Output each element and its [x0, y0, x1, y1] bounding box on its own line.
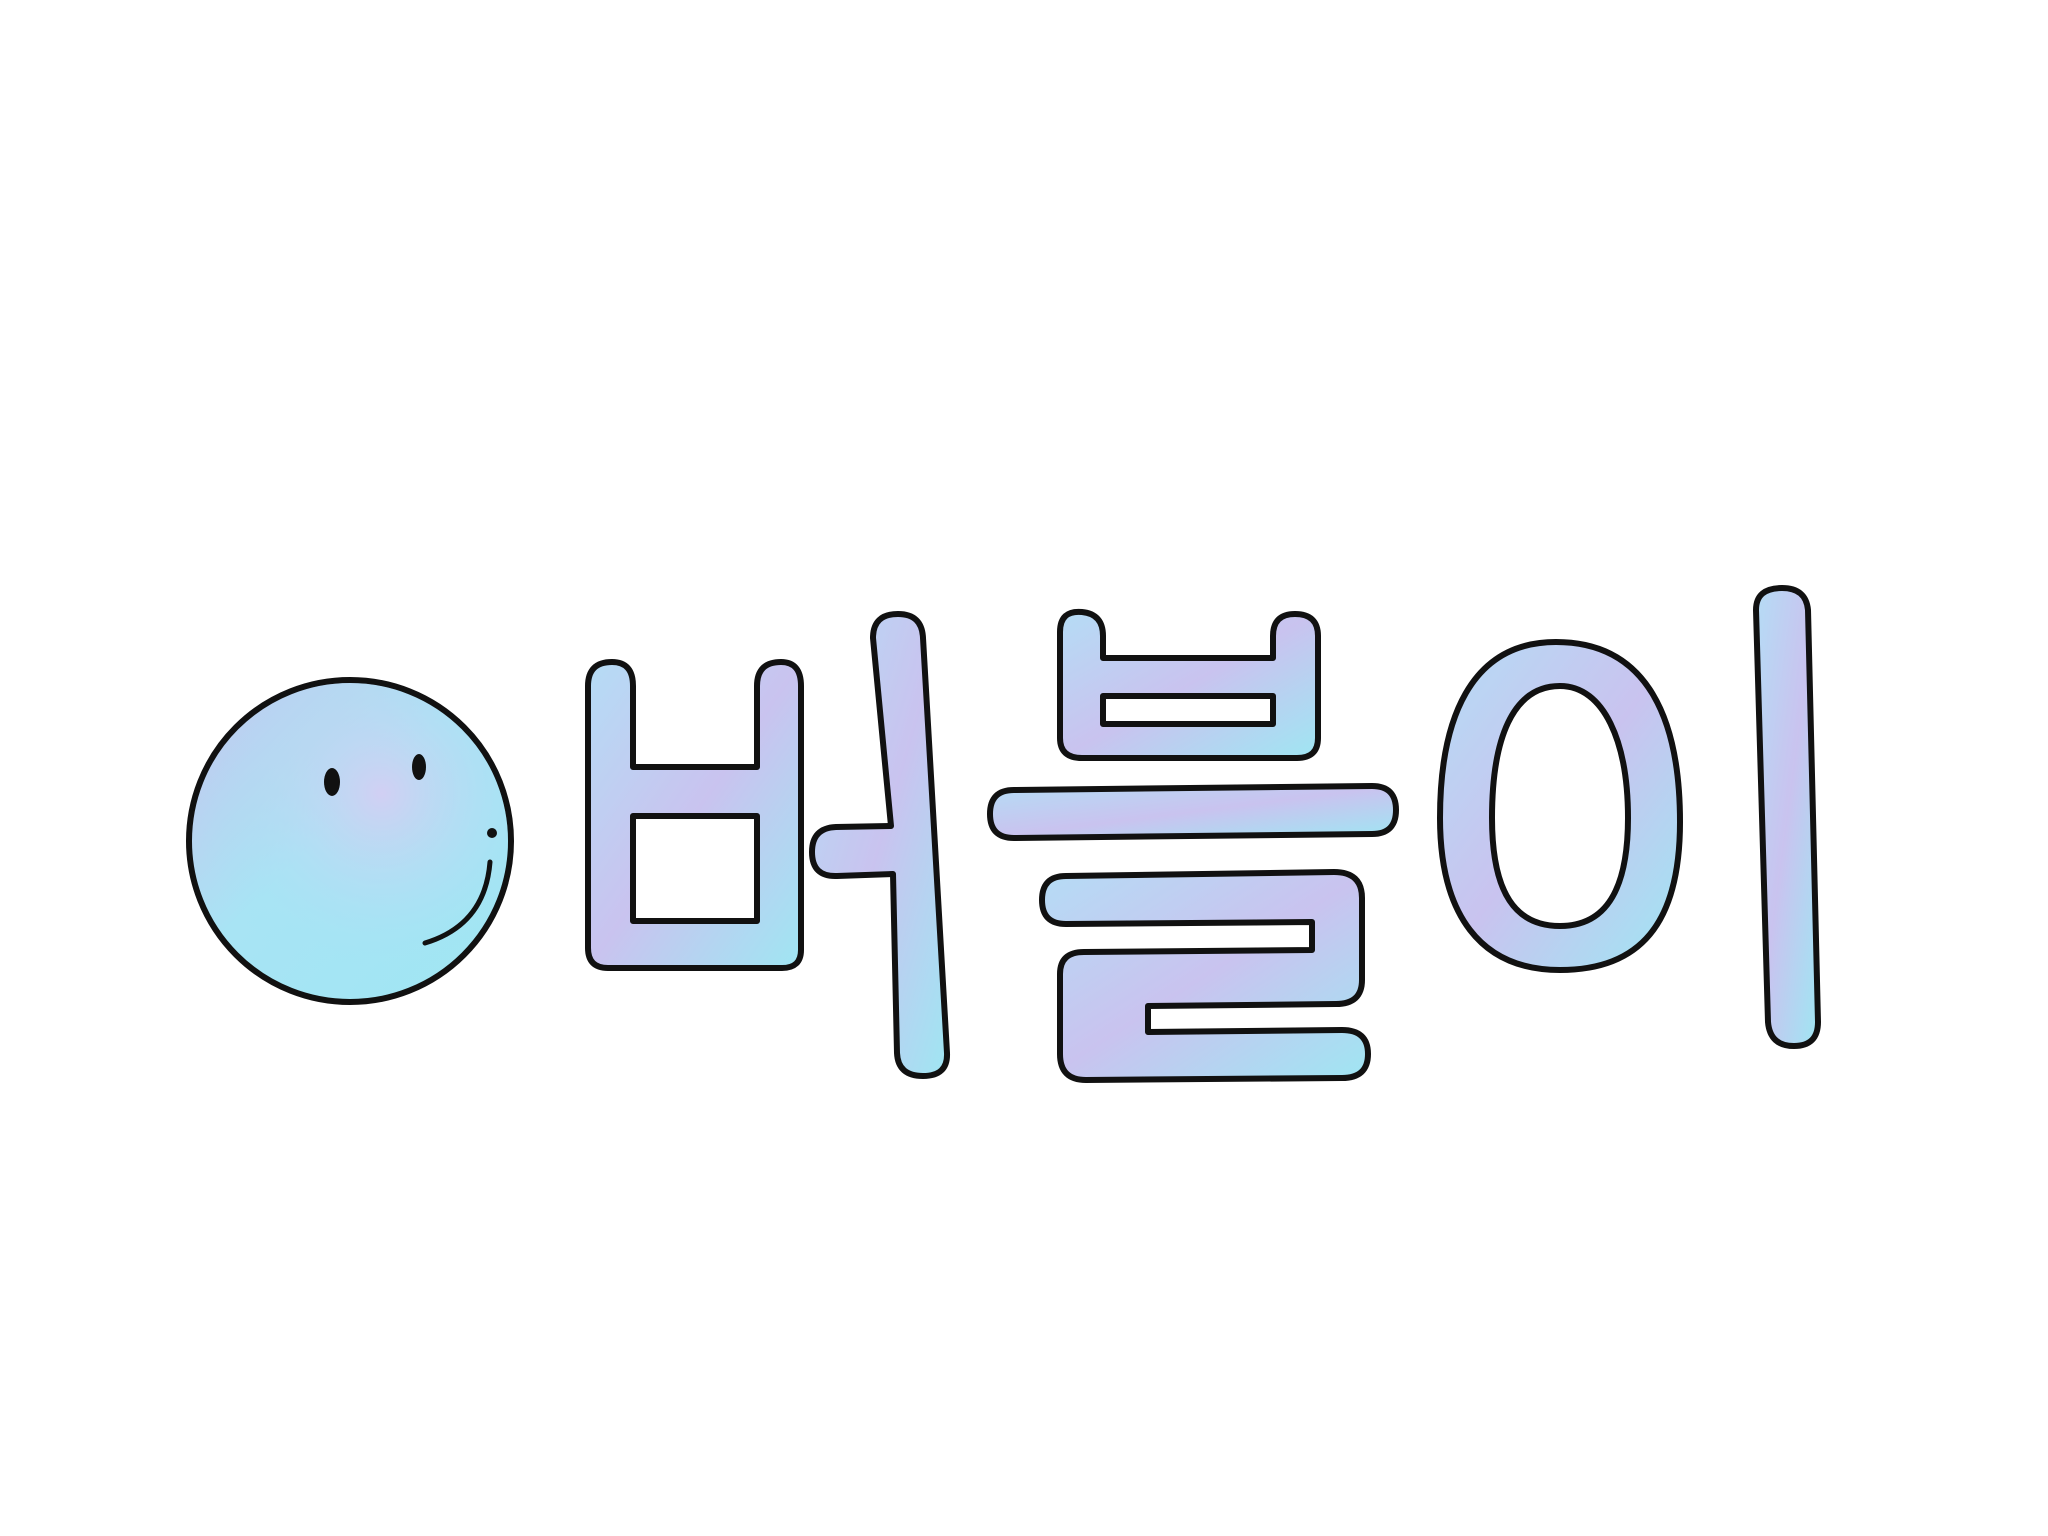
left-eye [324, 768, 340, 796]
right-eye [412, 754, 426, 780]
smiling-bubble-icon [189, 680, 511, 1002]
wordmark-text: 버블이 [591, 621, 1809, 1110]
cheek-dot [487, 828, 497, 838]
